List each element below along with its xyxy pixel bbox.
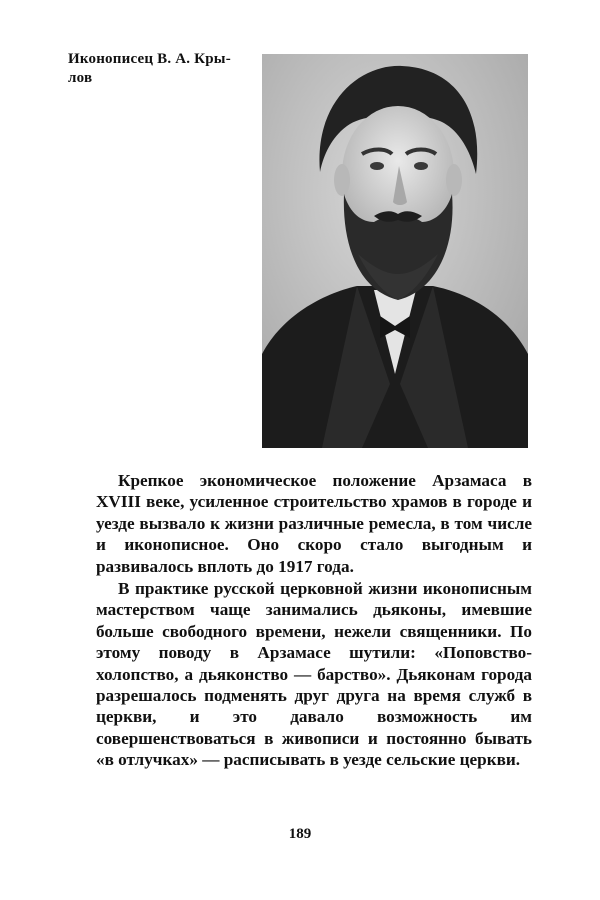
portrait-photo xyxy=(262,54,528,448)
photo-caption xyxy=(68,50,268,88)
page-number: 189 xyxy=(288,826,312,842)
paragraph-2: В практике русской церковной жизни иконописным мастерством чаще занимались дьяконы, имевшие больше свободного времени, нежели священники. По этому поводу в Арзамасе шутили: «Поповство-холопство, а дьяконство — барство». Дьяконам города разрешалось подменять друг друга на время служб в церкви, и это давало возможность им совершенствоваться в живописи и постоянно бывать «в отлучках» — расписывать в уезде сельские церкви. xyxy=(96,579,532,770)
paragraph-1: Крепкое экономическое положение Арзамаса в XVIII веке, усиленное строительство храмов в городе и уезде вызвало к жизни различные ремесла, в том числе и иконописное. Оно скоро стало выгодным и развивалось вплоть до 1917 года. xyxy=(96,471,532,576)
caption-line-1: Иконописец В. А. Кры- xyxy=(68,51,231,67)
article-body xyxy=(96,470,532,771)
caption-line-2: лов xyxy=(68,70,93,86)
